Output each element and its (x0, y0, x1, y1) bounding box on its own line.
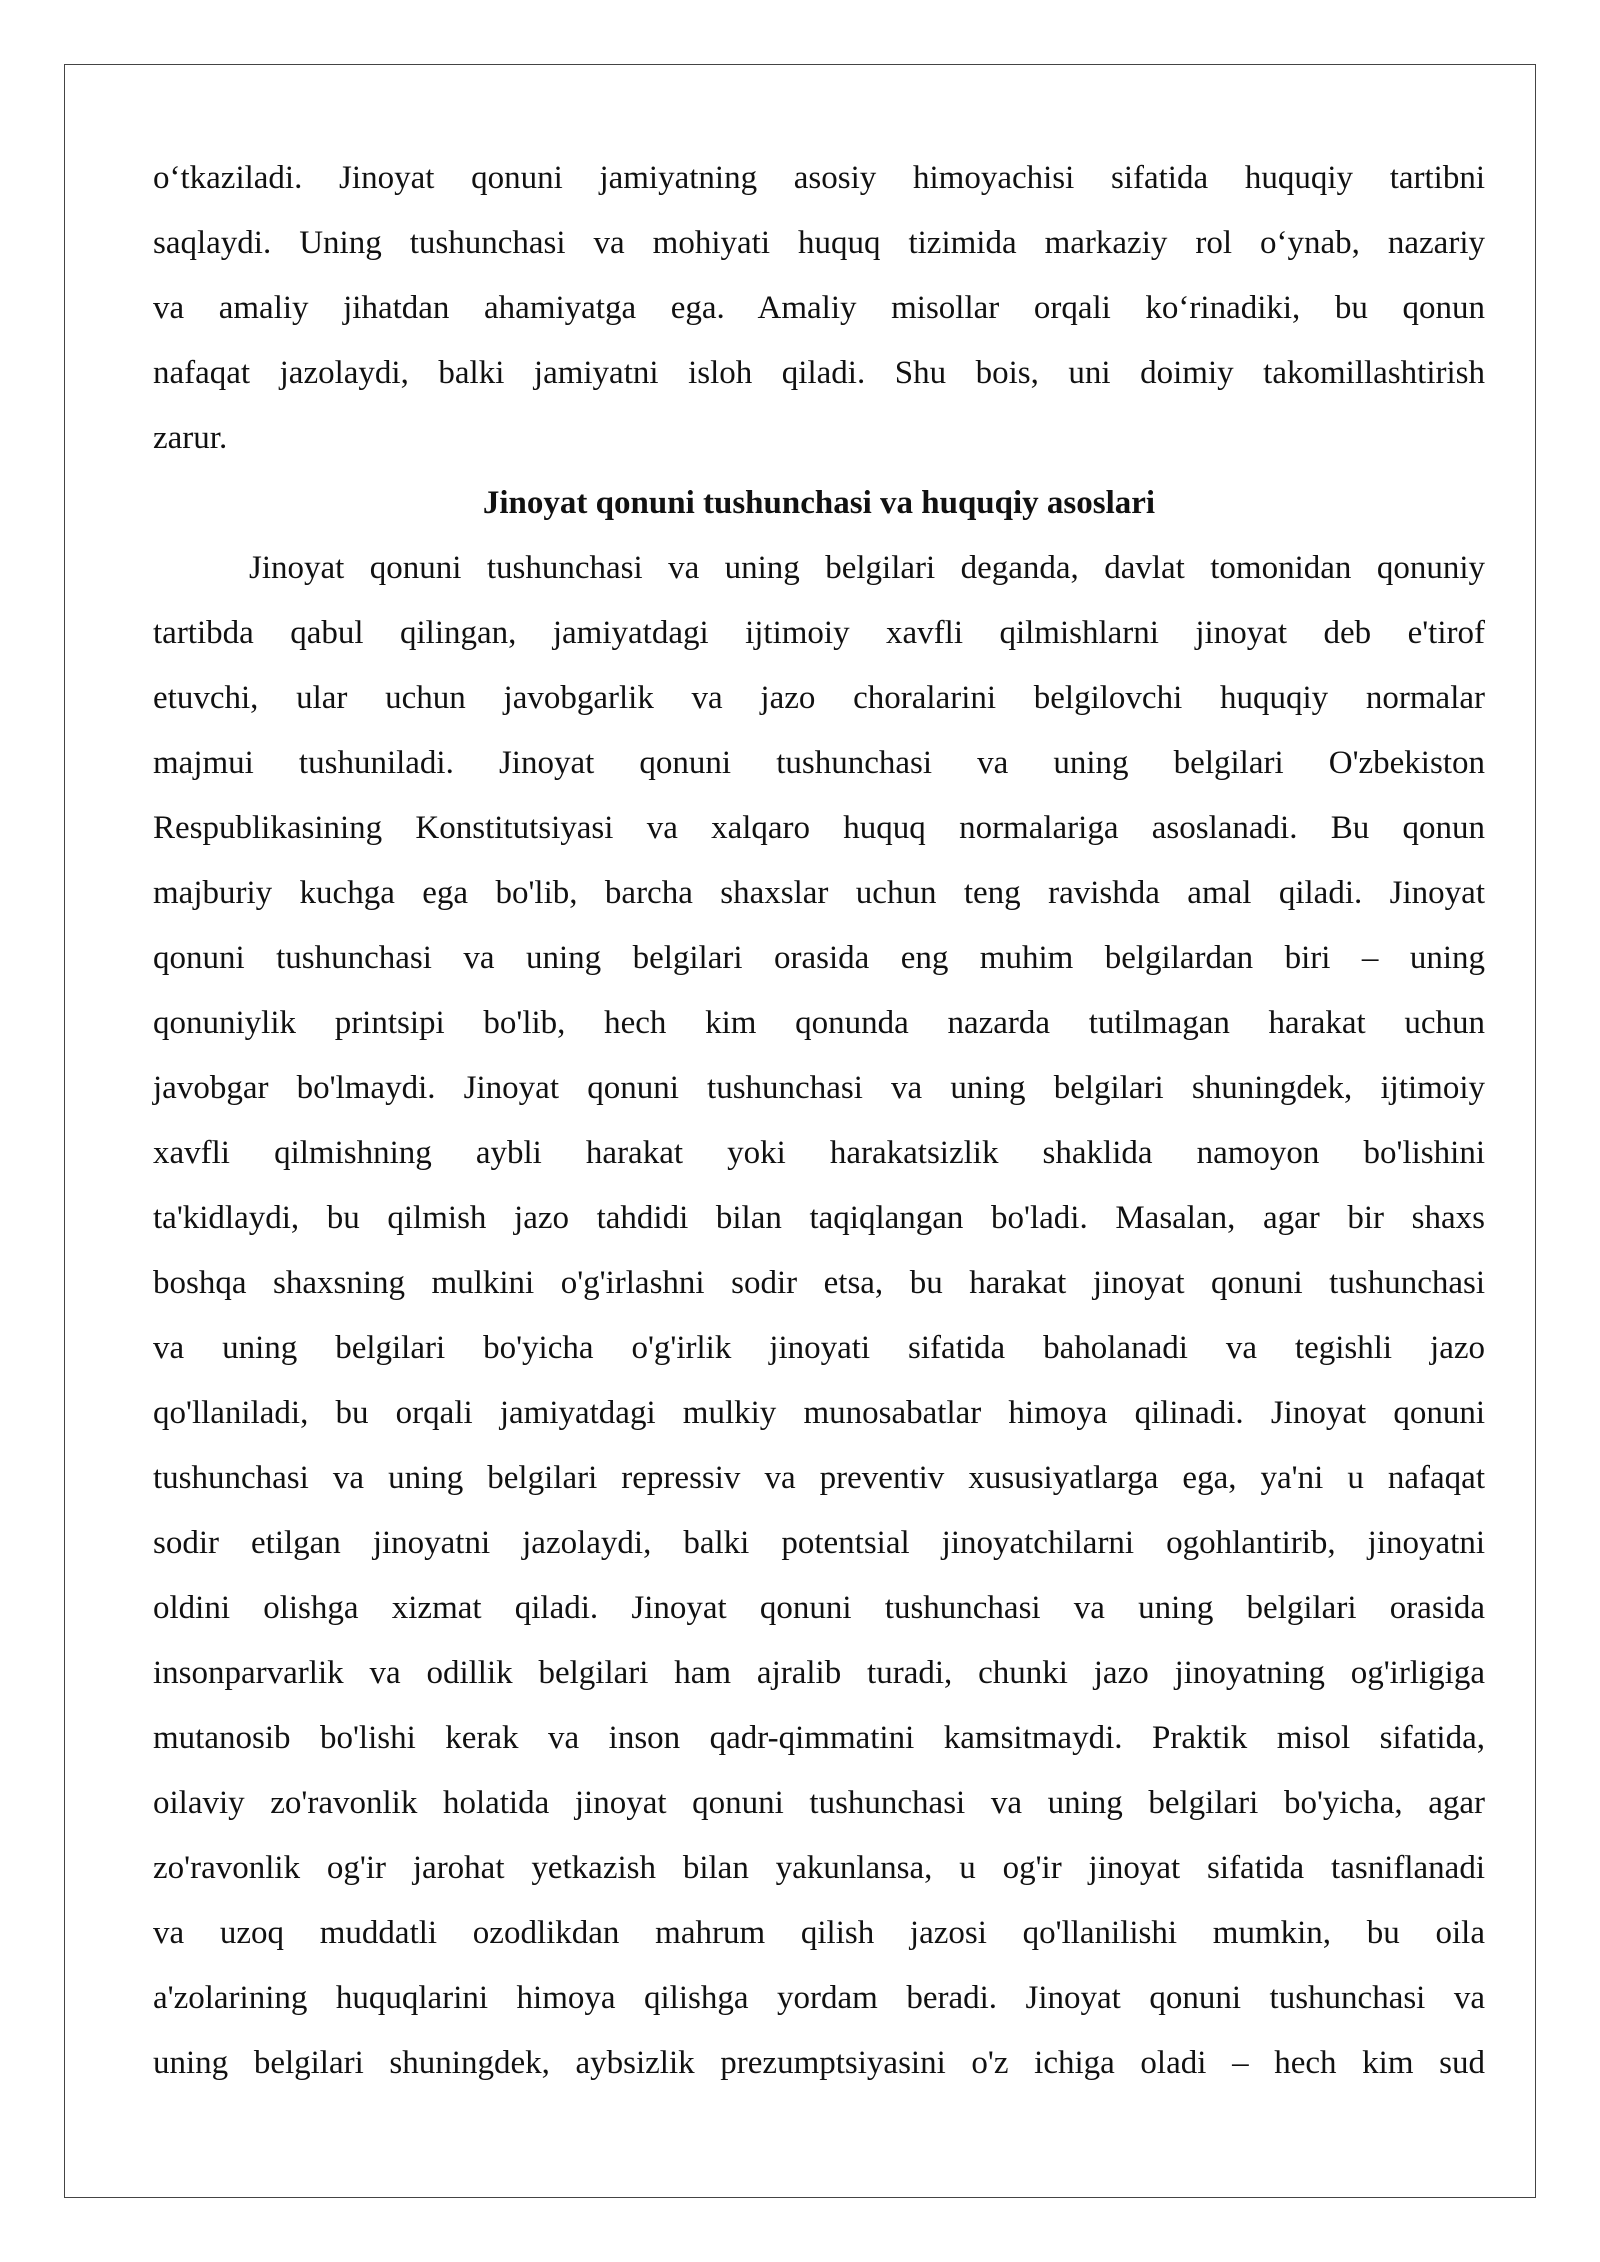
text-line: oilaviy zo'ravonlik holatida jinoyat qonuni tushunchasi va uning belgilari bo'yicha, agar (153, 1785, 1485, 1821)
text-line: Respublikasining Konstitutsiyasi va xalqaro huquq normalariga asoslanadi. Bu qonun (153, 810, 1485, 846)
text-line: qo'llaniladi, bu orqali jamiyatdagi mulkiy munosabatlar himoya qilinadi. Jinoyat qonuni (153, 1395, 1485, 1431)
text-line: zarur. (153, 420, 228, 456)
text-line: oldini olishga xizmat qiladi. Jinoyat qonuni tushunchasi va uning belgilari orasida (153, 1590, 1485, 1626)
text-line: qonuniylik printsipi bo'lib, hech kim qonunda nazarda tutilmagan harakat uchun (153, 1005, 1485, 1041)
intro-paragraph (153, 146, 1485, 471)
document-body (153, 146, 1485, 2096)
text-line: mutanosib bo'lishi kerak va inson qadr-qimmatini kamsitmaydi. Praktik misol sifatida, (153, 1720, 1485, 1756)
text-line: a'zolarining huquqlarini himoya qilishga yordam beradi. Jinoyat qonuni tushunchasi va (153, 1980, 1485, 2016)
text-line: o‘tkaziladi. Jinoyat qonuni jamiyatning asosiy himoyachisi sifatida huquqiy tartibni (153, 160, 1485, 196)
text-line: qonuni tushunchasi va uning belgilari orasida eng muhim belgilardan biri – uning (153, 940, 1485, 976)
text-line: boshqa shaxsning mulkini o'g'irlashni sodir etsa, bu harakat jinoyat qonuni tushunchasi (153, 1265, 1485, 1301)
text-line: etuvchi, ular uchun javobgarlik va jazo choralarini belgilovchi huquqiy normalar (153, 680, 1485, 716)
section-heading: Jinoyat qonuni tushunchasi va huquqiy asoslari (482, 485, 1156, 521)
text-line: Jinoyat qonuni tushunchasi va uning belgilari deganda, davlat tomonidan qonuniy (249, 550, 1485, 586)
text-line: va uzoq muddatli ozodlikdan mahrum qilish jazosi qo'llanilishi mumkin, bu oila (153, 1915, 1485, 1951)
text-line: va amaliy jihatdan ahamiyatga ega. Amaliy misollar orqali ko‘rinadiki, bu qonun (153, 290, 1485, 326)
text-line: javobgar bo'lmaydi. Jinoyat qonuni tushunchasi va uning belgilari shuningdek, ijtimoiy (153, 1070, 1485, 1106)
body-paragraph (153, 536, 1485, 2096)
text-line: insonparvarlik va odillik belgilari ham ajralib turadi, chunki jazo jinoyatning og'irligiga (153, 1655, 1485, 1691)
text-line: nafaqat jazolaydi, balki jamiyatni isloh qiladi. Shu bois, uni doimiy takomillashtirish (153, 355, 1485, 391)
text-line: majmui tushuniladi. Jinoyat qonuni tushunchasi va uning belgilari O'zbekiston (153, 745, 1485, 781)
text-line: tushunchasi va uning belgilari repressiv va preventiv xususiyatlarga ega, ya'ni u nafaqat (153, 1460, 1485, 1496)
text-line: xavfli qilmishning aybli harakat yoki harakatsizlik shaklida namoyon bo'lishini (153, 1135, 1485, 1171)
text-line: tartibda qabul qilingan, jamiyatdagi ijtimoiy xavfli qilmishlarni jinoyat deb e'tirof (153, 615, 1485, 651)
text-line: saqlaydi. Uning tushunchasi va mohiyati huquq tizimida markaziy rol o‘ynab, nazariy (153, 225, 1485, 261)
text-line: sodir etilgan jinoyatni jazolaydi, balki potentsial jinoyatchilarni ogohlantirib, jinoyatni (153, 1525, 1485, 1561)
text-line: zo'ravonlik og'ir jarohat yetkazish bilan yakunlansa, u og'ir jinoyat sifatida tasniflanadi (153, 1850, 1485, 1886)
text-line: va uning belgilari bo'yicha o'g'irlik jinoyati sifatida baholanadi va tegishli jazo (153, 1330, 1485, 1366)
text-line: ta'kidlaydi, bu qilmish jazo tahdidi bilan taqiqlangan bo'ladi. Masalan, agar bir shaxs (153, 1200, 1485, 1236)
text-line: majburiy kuchga ega bo'lib, barcha shaxslar uchun teng ravishda amal qiladi. Jinoyat (153, 875, 1485, 911)
text-line: uning belgilari shuningdek, aybsizlik prezumptsiyasini o'z ichiga oladi – hech kim sud (153, 2045, 1485, 2081)
